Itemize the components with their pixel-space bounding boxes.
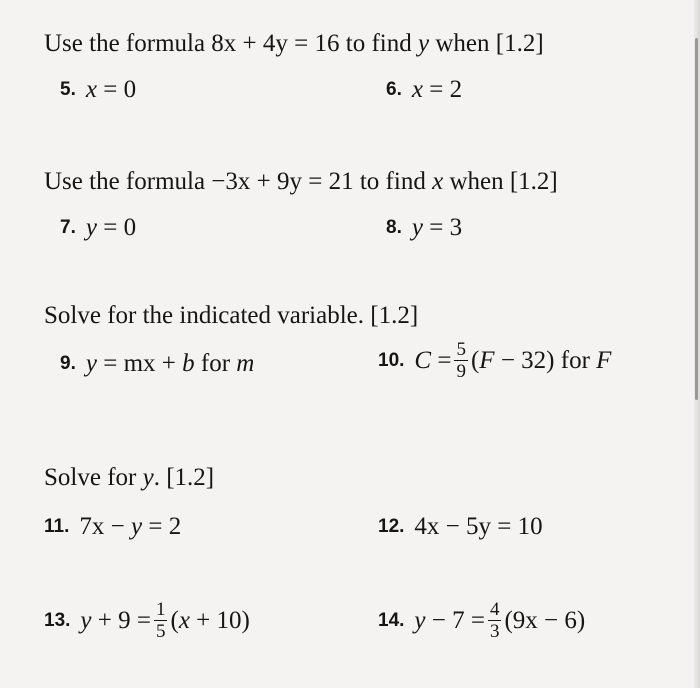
problem-text: y = 3 bbox=[411, 214, 463, 241]
problem-7 bbox=[60, 214, 136, 242]
problem-12 bbox=[378, 513, 543, 541]
fraction-numerator: 4 bbox=[489, 599, 500, 620]
fraction-numerator: 1 bbox=[155, 599, 166, 620]
fraction-denominator: 9 bbox=[456, 361, 466, 382]
problem-number: 5. bbox=[60, 79, 76, 100]
problem-number: 10. bbox=[378, 349, 405, 371]
problem-text: x = 0 bbox=[85, 76, 137, 103]
fraction-denominator: 3 bbox=[489, 621, 500, 642]
section-heading-2: Use the formula −3x + 9y = 21 to find x when [1.2] bbox=[44, 168, 558, 195]
fraction-denominator: 5 bbox=[155, 621, 166, 642]
problem-6 bbox=[386, 76, 462, 104]
problem-5 bbox=[60, 76, 136, 104]
problem-14 bbox=[378, 600, 585, 641]
problem-number: 14. bbox=[378, 609, 405, 631]
fraction bbox=[154, 600, 168, 641]
problem-number: 11. bbox=[44, 516, 70, 537]
problem-13 bbox=[44, 600, 250, 641]
problem-number: 8. bbox=[386, 217, 402, 238]
problem-number: 6. bbox=[386, 79, 402, 100]
fraction bbox=[488, 600, 502, 641]
scrollbar[interactable] bbox=[695, 38, 698, 400]
problem-text: x = 2 bbox=[411, 76, 463, 103]
problem-10 bbox=[378, 340, 611, 381]
problem-text: y = 0 bbox=[85, 214, 137, 241]
problem-suffix: (F − 32) for F bbox=[470, 346, 612, 374]
fraction-numerator: 5 bbox=[456, 339, 466, 360]
problem-8 bbox=[386, 214, 462, 242]
problem-number: 12. bbox=[378, 516, 405, 537]
problem-11 bbox=[44, 513, 181, 541]
problem-prefix: C = bbox=[414, 346, 452, 374]
section-heading-4: Solve for y. [1.2] bbox=[44, 464, 215, 491]
section-heading-3: Solve for the indicated variable. [1.2] bbox=[44, 302, 419, 329]
problem-9 bbox=[60, 350, 254, 378]
problem-number: 9. bbox=[60, 353, 76, 374]
fraction bbox=[454, 340, 468, 381]
problem-suffix: (9x − 6) bbox=[504, 606, 586, 634]
problem-suffix: (x + 10) bbox=[170, 606, 250, 634]
bleed-through-text bbox=[250, 120, 254, 140]
problem-prefix: y − 7 = bbox=[414, 606, 485, 634]
problem-number: 13. bbox=[44, 609, 71, 631]
problem-text: 4x − 5y = 10 bbox=[414, 513, 543, 540]
section-heading-1: Use the formula 8x + 4y = 16 to find y when [1.2] bbox=[44, 30, 544, 57]
problem-number: 7. bbox=[60, 217, 76, 238]
problem-prefix: y + 9 = bbox=[80, 606, 151, 634]
problem-text: 7x − y = 2 bbox=[79, 513, 182, 540]
problem-text: y = mx + b for m bbox=[85, 350, 255, 377]
